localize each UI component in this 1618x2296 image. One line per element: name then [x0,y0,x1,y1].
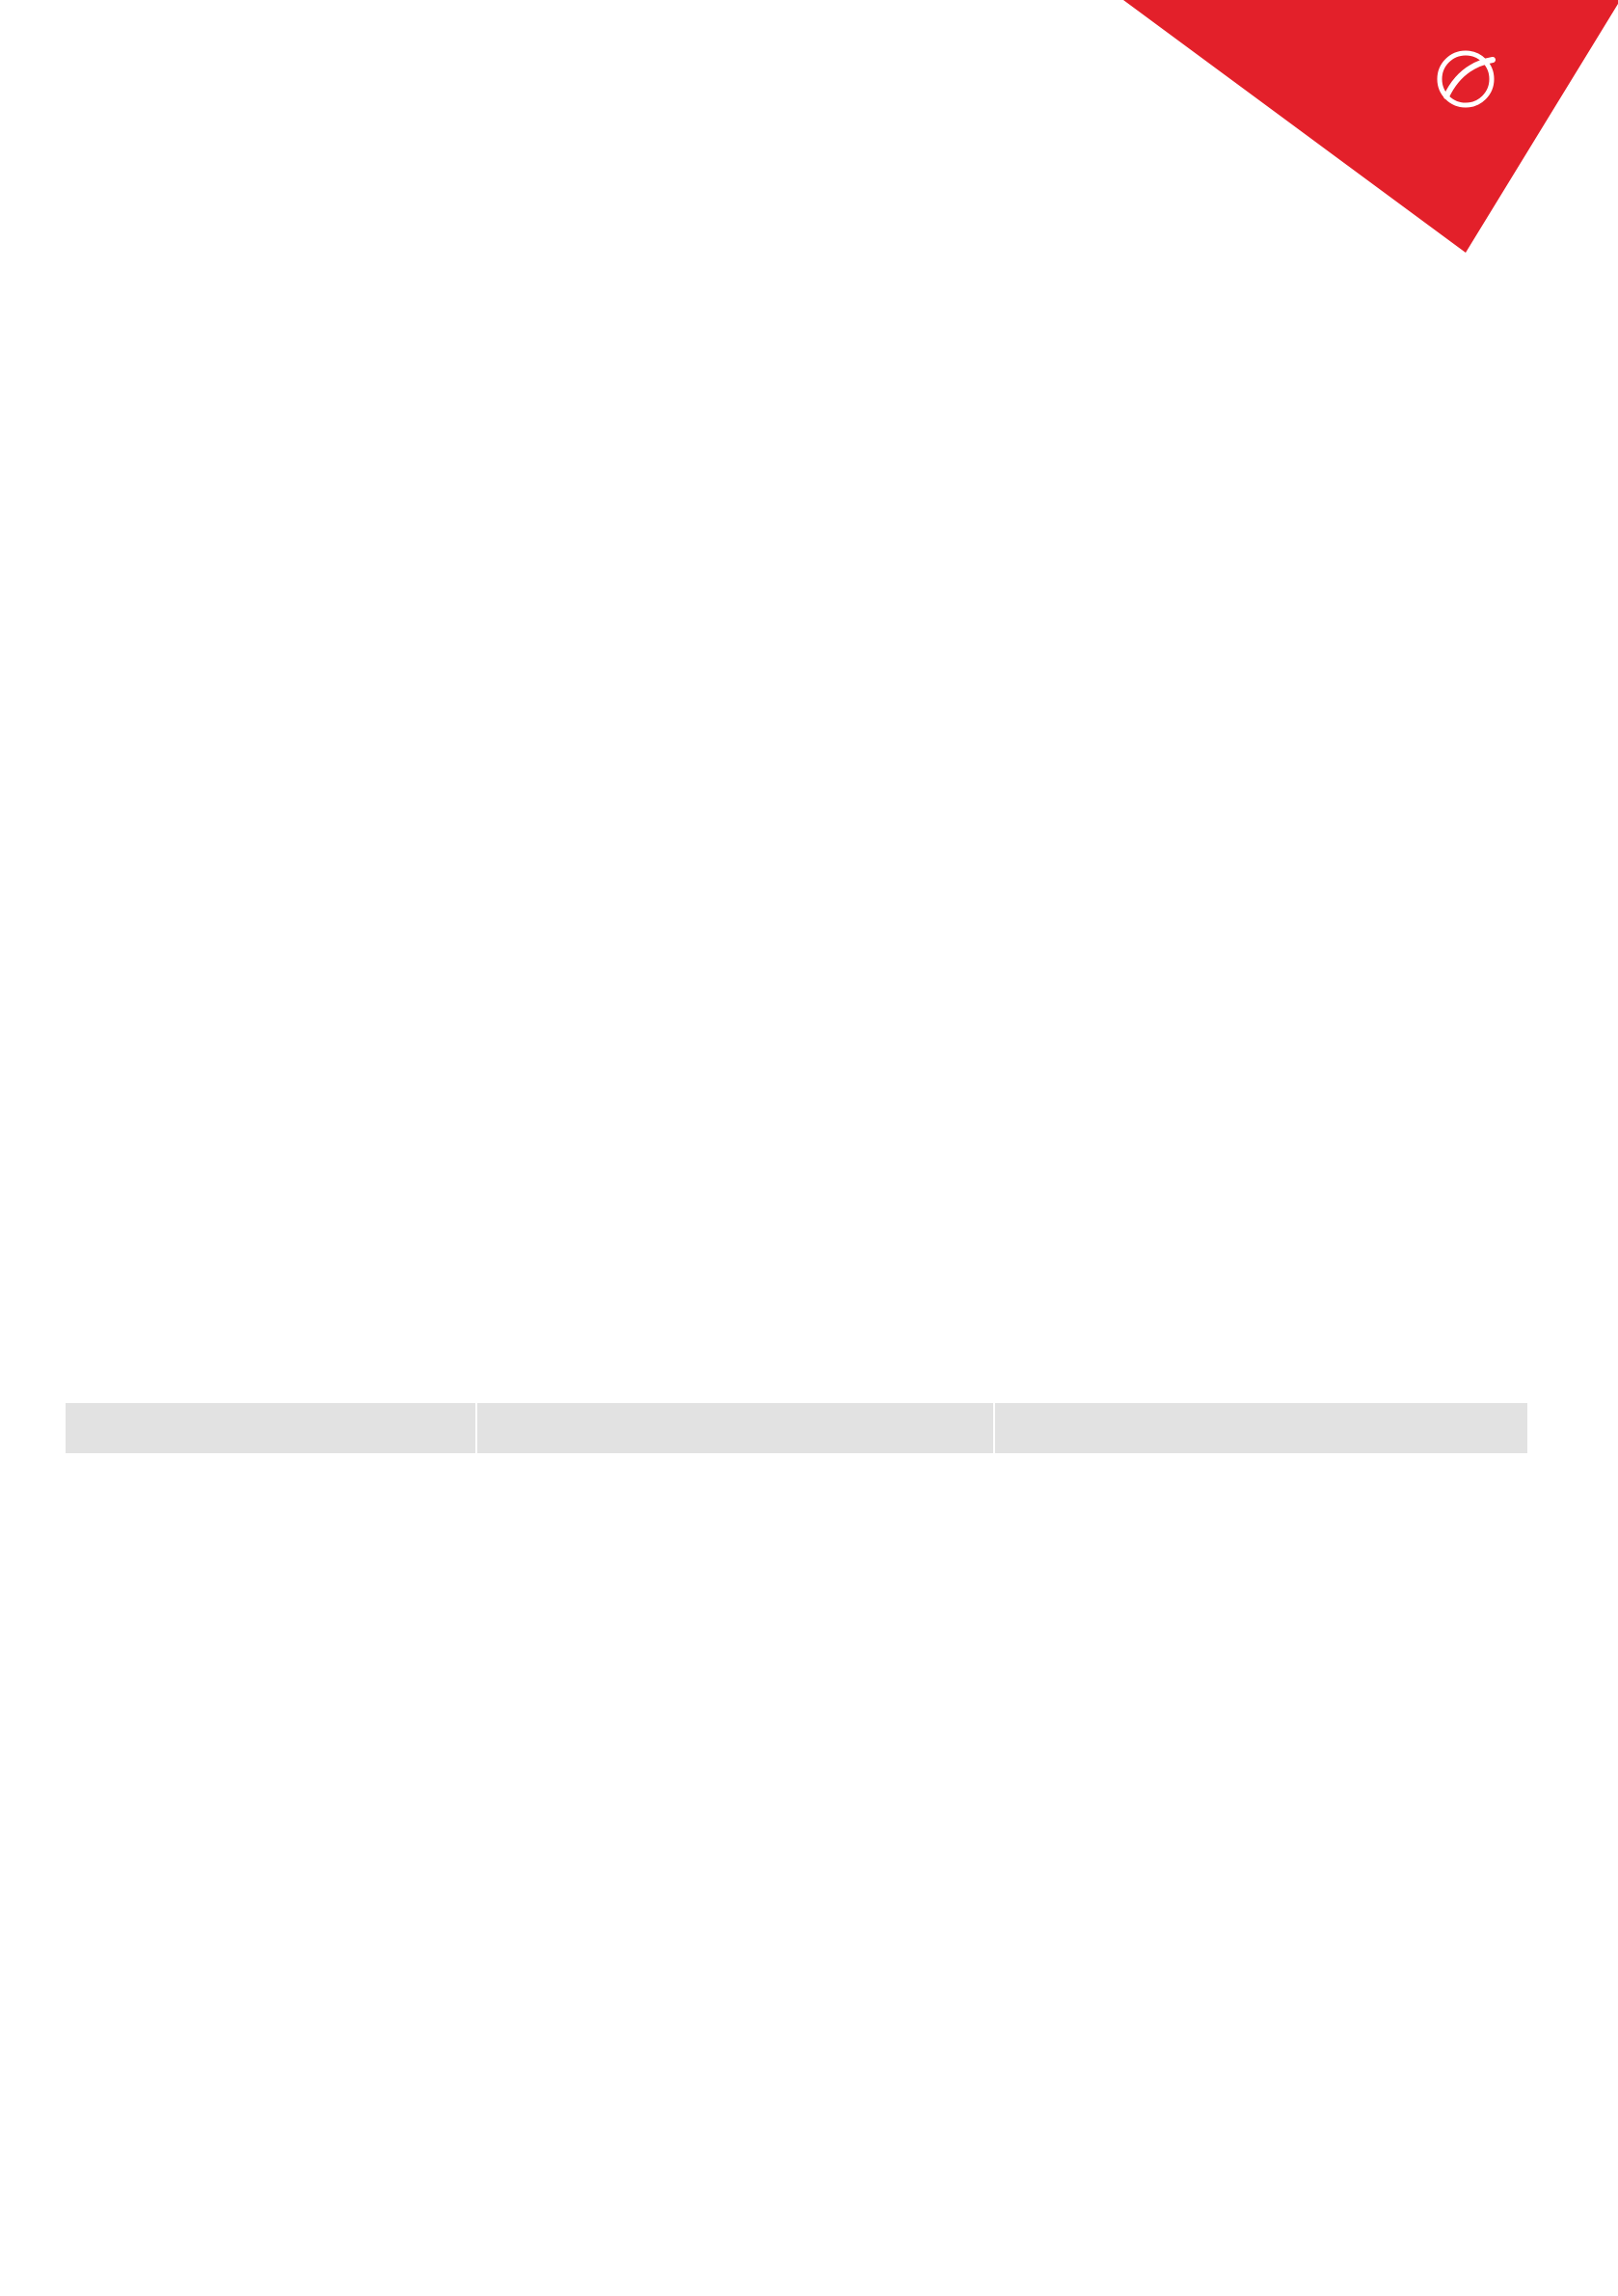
header-symptom [66,1403,476,1453]
table-header-row [66,1403,1528,1453]
arlight-logo [0,0,1618,260]
header-cause [476,1403,994,1453]
troubleshooting-table [66,1403,1529,1453]
header-fix [994,1403,1528,1453]
